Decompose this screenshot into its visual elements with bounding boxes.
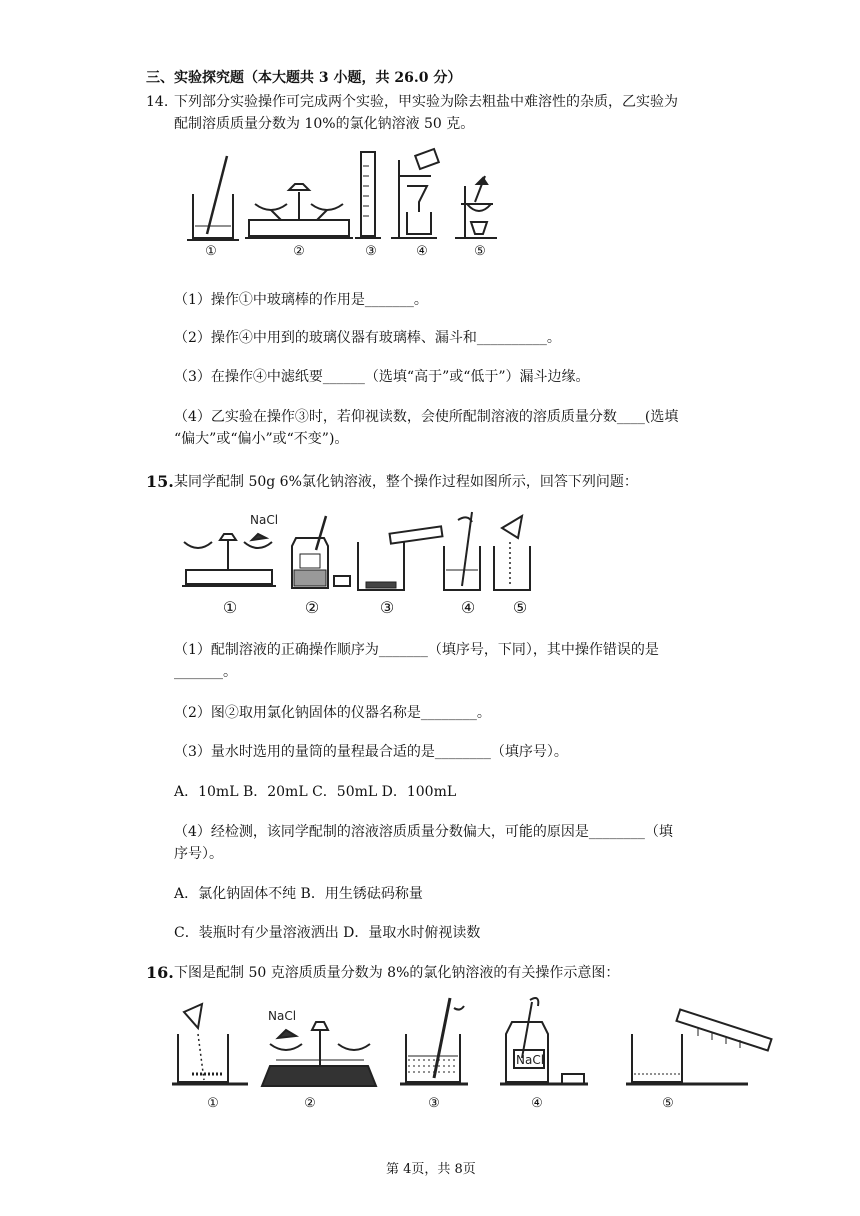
q15-label-3: ③ bbox=[379, 598, 395, 617]
q15-label-1: ① bbox=[222, 598, 238, 617]
page-footer: 第 4页，共 8页 bbox=[386, 1162, 476, 1177]
q16-number: 16. bbox=[146, 963, 174, 982]
q15-options-ab: A．氯化钠固体不纯 B．用生锈砝码称量 bbox=[174, 886, 423, 902]
q16-nacl-label-balance: NaCl bbox=[268, 1009, 297, 1023]
q14-label-1: ① bbox=[205, 244, 217, 259]
q15-label-4: ④ bbox=[460, 598, 476, 617]
q16-nacl-label-bottle: NaCl bbox=[516, 1053, 545, 1067]
q14-sub3: （3）在操作④中滤纸要______（选填“高于”或“低于”）漏斗边缘。 bbox=[174, 369, 590, 385]
q15-sub1-line1: （1）配制溶液的正确操作顺序为_______（填序号，下同），其中操作错误的是 bbox=[174, 642, 659, 658]
q14-stem-line1: 下列部分实验操作可完成两个实验，甲实验为除去粗盐中难溶性的杂质，乙实验为 bbox=[174, 94, 678, 110]
q15-sub4-line1: （4）经检测，该同学配制的溶液溶质质量分数偏大，可能的原因是________（填 bbox=[174, 824, 673, 840]
q15-sub1-line2: _______。 bbox=[174, 664, 237, 680]
q14-label-4: ④ bbox=[416, 244, 428, 259]
q15-number: 15. bbox=[146, 472, 174, 491]
section-title: 三、实验探究题（本大题共 3 小题，共 26.0 分） bbox=[146, 70, 462, 86]
q15-options-3: A．10mL B．20mL C．50mL D．100mL bbox=[174, 784, 457, 800]
q15-label-5: ⑤ bbox=[512, 598, 528, 617]
q15-nacl-label: NaCl bbox=[250, 513, 279, 527]
q15-label-2: ② bbox=[304, 598, 320, 617]
q16-label-2: ② bbox=[304, 1096, 316, 1111]
q16-label-3: ③ bbox=[428, 1096, 440, 1111]
q14-stem-line2: 配制溶质质量分数为 10%的氯化钠溶液 50 克。 bbox=[174, 116, 475, 132]
q14-sub1: （1）操作①中玻璃棒的作用是_______。 bbox=[174, 292, 428, 308]
q15-sub2: （2）图②取用氯化钠固体的仪器名称是________。 bbox=[174, 705, 491, 721]
q14-number: 14. bbox=[146, 94, 169, 110]
q14-sub2: （2）操作④中用到的玻璃仪器有玻璃棒、漏斗和__________。 bbox=[174, 330, 561, 346]
q14-label-5: ⑤ bbox=[474, 244, 486, 259]
q16-label-4: ④ bbox=[531, 1096, 543, 1111]
q16-label-1: ① bbox=[207, 1096, 219, 1111]
q15-sub4-line2: 序号）。 bbox=[174, 846, 223, 862]
q15-stem: 某同学配制 50g 6%氯化钠溶液，整个操作过程如图所示，回答下列问题： bbox=[174, 474, 638, 490]
q16-stem: 下图是配制 50 克溶质质量分数为 8%的氯化钠溶液的有关操作示意图： bbox=[174, 965, 620, 981]
q14-apparatus-figure bbox=[185, 146, 515, 258]
q14-sub4-line1: （4）乙实验在操作③时，若仰视读数，会使所配制溶液的溶质质量分数____(选填 bbox=[174, 409, 679, 425]
q14-sub4-line2: “偏大”或“偏小”或“不变”)。 bbox=[174, 431, 349, 447]
q14-label-2: ② bbox=[293, 244, 305, 259]
q16-label-5: ⑤ bbox=[662, 1096, 674, 1111]
q15-apparatus-figure bbox=[176, 510, 536, 606]
q14-label-3: ③ bbox=[365, 244, 377, 259]
q15-sub3: （3）量水时选用的量筒的量程最合适的是________（填序号）。 bbox=[174, 744, 568, 760]
q16-apparatus-figure bbox=[168, 994, 788, 1094]
q15-options-cd: C．装瓶时有少量溶液洒出 D．量取水时俯视读数 bbox=[174, 925, 481, 941]
